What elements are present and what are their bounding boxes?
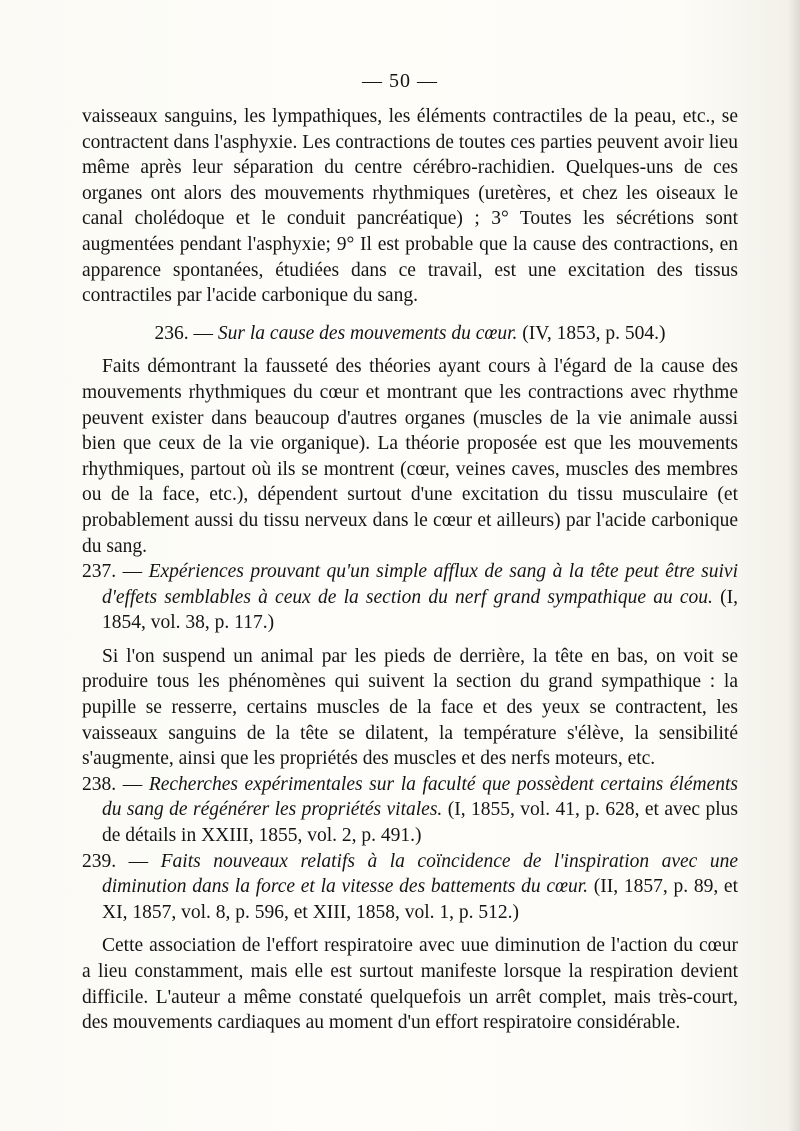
entry-236-title-line: [82, 321, 738, 347]
entry-238-title: Recherches expérimentales sur la faculté que possèdent certains éléments du sang de régénérer les propriétés vitales.: [102, 773, 738, 821]
entry-238-reference: (I, 1855, vol. 41, p. 628, et avec plus de détails in XXIII, 1855, vol. 2, p. 491.): [102, 799, 738, 847]
entry-237-reference: (I, 1854, vol. 38, p. 117.): [102, 586, 738, 634]
entry-236-dash: —: [188, 322, 218, 344]
page-number-header: — 50 —: [362, 70, 438, 92]
entry-237-title-line: [82, 559, 738, 636]
entry-236-body: Faits démontrant la fausseté des théories ayant cours à l'égard de la cause des mouvements rhythmiques du cœur et montrant que les contractions avec rhythme peuvent exister dans beaucoup d'autres organes (muscles de la vie animale aussi bien que ceux de la vie organique). La théorie proposée est que les mouvements rhythmiques, partout où ils se montrent (cœur, veines caves, muscles des membres ou de la face, etc.), dépendent surtout d'une excitation du tissu musculaire (et probablement aussi du tissu nerveux dans le cœur et ailleurs) par l'acide carbonique du sang.: [82, 356, 738, 557]
entry-236-reference: (IV, 1853, p. 504.): [517, 322, 666, 344]
entry-238-number: 238.: [82, 773, 117, 795]
entry-236-number: 236.: [154, 322, 189, 344]
entry-239-title-line: [82, 849, 738, 926]
entry-239-body: Cette association de l'effort respiratoire avec uue diminution de l'action du cœur a lieu constamment, mais elle est surtout manifeste lorsque la respiration devient difficile. L'auteur a même constaté quelquefois un arrêt complet, mais très-court, des mouvements cardiaques au moment d'un effort respiratoire considérable.: [82, 935, 738, 1034]
entry-239-dash: —: [116, 850, 161, 872]
entry-238-dash: —: [116, 773, 149, 795]
entry-236-title: Sur la cause des mouvements du cœur.: [217, 322, 518, 344]
entry-237-dash: —: [116, 561, 149, 583]
entry-239-reference: (II, 1857, p. 89, et XI, 1857, vol. 8, p. 596, et XIII, 1858, vol. 1, p. 512.): [102, 876, 738, 923]
entry-237-title: Expériences prouvant qu'un simple afflux de sang à la tête peut être suivi d'effets semblables à ceux de la section du nerf grand sympathique au cou.: [102, 561, 739, 608]
entry-238-title-line: [82, 772, 738, 849]
intro-paragraph: vaisseaux sanguins, les lympathiques, les éléments contractiles de la peau, etc., se contractent dans l'asphyxie. Les contractions de toutes ces parties peuvent avoir lieu même après leur séparation du centre cérébro-rachidien. Quelques-uns de ces organes ont alors des mouvements rhythmiques (uretères, et chez les oiseaux le canal cholédoque et le conduit pancréatique) ; 3° Toutes les sécrétions sont augmentées pendant l'asphyxie; 9° Il est probable que la cause des contractions, en apparence spontanées, étudiées dans ce travail, est une excitation des tissus contractiles par l'acide carbonique du sang.: [82, 106, 738, 307]
entry-237-number: 237.: [82, 561, 117, 583]
entry-239-title: Faits nouveaux relatifs à la coïncidence de l'inspiration avec une diminution dans la force et la vitesse des battements du cœur.: [102, 850, 738, 898]
entry-237-body: Si l'on suspend un animal par les pieds de derrière, la tête en bas, on voit se produire tous les phénomènes qui suivent la section du grand sympathique : la pupille se resserre, certains muscles de la face et des yeux se contractent, les vaisseaux sanguins de la tête se dilatent, la température s'élève, la sensibilité s'augmente, ainsi que les propriétés des muscles et des nerfs moteurs, etc.: [82, 645, 738, 770]
page-edge-shadow: [788, 0, 800, 1131]
entry-239-number: 239.: [82, 850, 117, 872]
page-content: [82, 104, 738, 1036]
